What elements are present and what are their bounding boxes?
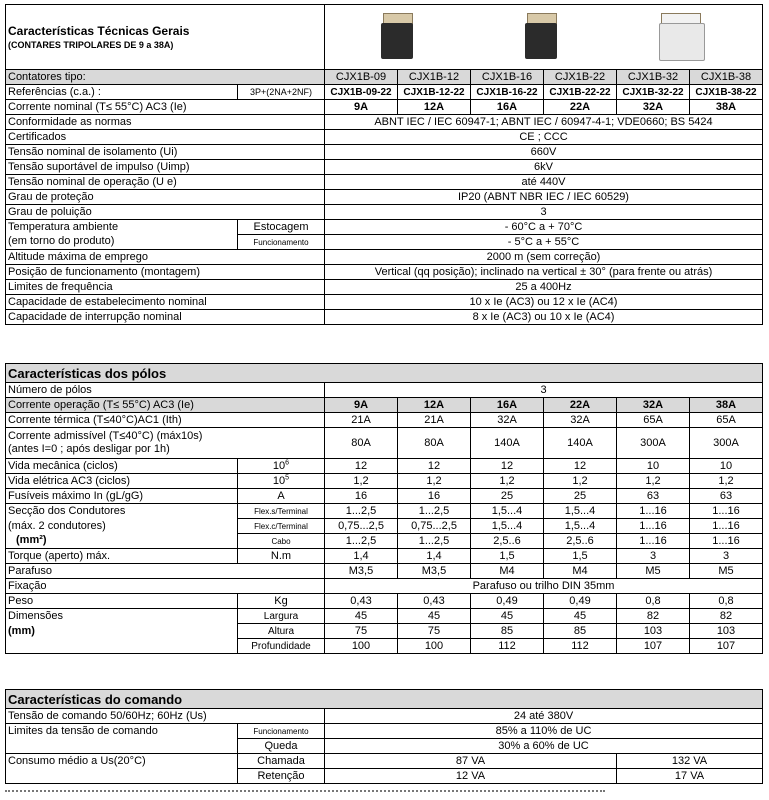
row-label: Grau de poluição [6, 205, 325, 220]
width-cell: 45 [471, 609, 544, 624]
poles-table [5, 363, 763, 654]
op-current-cell: 16A [471, 398, 544, 413]
op-current-label: Corrente operação (T≤ 55°C) AC3 (Ie) [6, 398, 325, 413]
cmd-voltage-label: Tensão de comando 50/60Hz; 60Hz (Us) [6, 709, 325, 724]
width-cell: 82 [617, 609, 690, 624]
cabo-cell: 1...16 [690, 534, 763, 549]
admis-label-line2: (antes I=0 ; após desligar por 1h) [8, 443, 170, 455]
weight-cell: 0,8 [617, 594, 690, 609]
ref-cell: CJX1B-09-22 [325, 85, 398, 100]
screw-cell: M4 [544, 564, 617, 579]
flex-term-cell: 1...2,5 [325, 504, 398, 519]
elec-base: 10 [272, 474, 286, 487]
nominal-current-label: Corrente nominal (T≤ 55°C) AC3 (Ie) [6, 100, 325, 115]
torque-cell: 1,4 [398, 549, 471, 564]
elec-cell: 1,2 [471, 474, 544, 489]
current-cell: 32A [617, 100, 690, 115]
row-value: até 440V [325, 175, 763, 190]
mech-label: Vida mecânica (ciclos) [6, 459, 238, 474]
screw-label: Parafuso [6, 564, 325, 579]
row-value: 2000 m (sem correção) [325, 250, 763, 265]
elec-cell: 1,2 [690, 474, 763, 489]
cmd-hold-label: Retenção [238, 769, 325, 784]
op-current-cell: 9A [325, 398, 398, 413]
weight-label: Peso [6, 594, 238, 609]
current-cell: 22A [544, 100, 617, 115]
mech-exp: 6 [285, 458, 290, 466]
cabo-cell: 1...2,5 [325, 534, 398, 549]
row-label: Capacidade de estabelecimento nominal [6, 295, 325, 310]
elec-cell: 1,2 [325, 474, 398, 489]
command-title: Características do comando [6, 690, 763, 709]
general-title: Características Técnicas Gerais [8, 23, 190, 38]
flex-term-cell: 1...16 [690, 504, 763, 519]
torque-cell: 1,4 [325, 549, 398, 564]
height-label: Altura [238, 624, 325, 639]
thermal-label: Corrente térmica (T≤40°C)AC1 (Ith) [6, 413, 325, 428]
row-label: Posição de funcionamento (montagem) [6, 265, 325, 280]
model-cell: CJX1B-32 [617, 70, 690, 85]
mech-cell: 12 [325, 459, 398, 474]
thermal-cell: 65A [617, 413, 690, 428]
row-value: 6kV [325, 160, 763, 175]
admis-cell: 80A [398, 428, 471, 459]
flexc-term-cell: 1,5...4 [471, 519, 544, 534]
height-cell: 85 [544, 624, 617, 639]
cmd-consumption-spacer [6, 769, 238, 784]
current-cell: 16A [471, 100, 544, 115]
section-label: Secção dos Condutores [6, 504, 238, 519]
row-label: Limites de frequência [6, 280, 325, 295]
weight-cell: 0,43 [398, 594, 471, 609]
row-label: Grau de proteção [6, 190, 325, 205]
screw-cell: M3,5 [398, 564, 471, 579]
footer-divider [5, 790, 605, 800]
depth-cell: 107 [690, 639, 763, 654]
torque-label: Torque (aperto) máx. [6, 549, 238, 564]
mech-cell: 12 [471, 459, 544, 474]
general-header [6, 5, 325, 70]
general-table [5, 4, 763, 325]
thermal-cell: 21A [325, 413, 398, 428]
height-cell: 103 [617, 624, 690, 639]
mech-cell: 10 [690, 459, 763, 474]
op-current-cell: 12A [398, 398, 471, 413]
admis-label-line1: Corrente admissível (T≤40°C) (máx10s) [8, 430, 203, 442]
mech-cell: 12 [544, 459, 617, 474]
depth-cell: 107 [617, 639, 690, 654]
num-poles-label: Número de pólos [6, 383, 325, 398]
weight-cell: 0,49 [544, 594, 617, 609]
fuse-cell: 63 [690, 489, 763, 504]
row-value: CE ; CCC [325, 130, 763, 145]
width-cell: 82 [690, 609, 763, 624]
cabo-cell: 2,5..6 [471, 534, 544, 549]
height-cell: 85 [471, 624, 544, 639]
elec-unit [238, 474, 325, 489]
contactor-32-38-image [655, 11, 707, 61]
elec-cell: 1,2 [398, 474, 471, 489]
ref-cell: CJX1B-16-22 [471, 85, 544, 100]
width-cell: 45 [398, 609, 471, 624]
current-cell: 9A [325, 100, 398, 115]
model-cell: CJX1B-09 [325, 70, 398, 85]
thermal-cell: 32A [471, 413, 544, 428]
temp-op-label: Funcionamento [238, 235, 325, 250]
flex-term-cell: 1...2,5 [398, 504, 471, 519]
model-cell: CJX1B-38 [690, 70, 763, 85]
width-label: Largura [238, 609, 325, 624]
screw-cell: M4 [471, 564, 544, 579]
weight-cell: 0,49 [471, 594, 544, 609]
command-table [5, 689, 763, 784]
height-cell: 75 [398, 624, 471, 639]
torque-cell: 3 [690, 549, 763, 564]
flexc-term-cell: 1...16 [617, 519, 690, 534]
cmd-drop-label: Queda [238, 739, 325, 754]
row-label: Tensão suportável de impulso (Uimp) [6, 160, 325, 175]
ref-cell: CJX1B-32-22 [617, 85, 690, 100]
fix-value: Parafuso ou trilho DIN 35mm [325, 579, 763, 594]
ref-cell: CJX1B-22-22 [544, 85, 617, 100]
torque-unit: N.m [238, 549, 325, 564]
fuse-cell: 16 [398, 489, 471, 504]
fuse-label: Fusíveis máximo In (gL/gG) [6, 489, 238, 504]
flex-term-cell: 1,5...4 [471, 504, 544, 519]
row-value: 3 [325, 205, 763, 220]
models-label: Contatores tipo: [6, 70, 325, 85]
fuse-cell: 16 [325, 489, 398, 504]
admis-cell: 300A [690, 428, 763, 459]
model-cell: CJX1B-22 [544, 70, 617, 85]
product-images [325, 5, 763, 70]
row-value: 10 x Ie (AC3) ou 12 x Ie (AC4) [325, 295, 763, 310]
admis-cell: 80A [325, 428, 398, 459]
row-value: ABNT IEC / IEC 60947-1; ABNT IEC / 60947-4-1; VDE0660; BS 5424 [325, 115, 763, 130]
ref-cell: CJX1B-38-22 [690, 85, 763, 100]
flexc-term-cell: 1,5...4 [544, 519, 617, 534]
cmd-limits-spacer [6, 739, 238, 754]
thermal-cell: 32A [544, 413, 617, 428]
dim-unit: (mm) [6, 624, 238, 639]
op-current-cell: 38A [690, 398, 763, 413]
mech-base: 10 [272, 459, 286, 472]
general-subtitle: (CONTARES TRIPOLARES DE 9 a 38A) [8, 39, 174, 50]
flex-term-cell: 1,5...4 [544, 504, 617, 519]
cmd-op-label: Funcionamento [238, 724, 325, 739]
row-value: 660V [325, 145, 763, 160]
fuse-cell: 25 [471, 489, 544, 504]
dim-spacer [6, 639, 238, 654]
weight-cell: 0,43 [325, 594, 398, 609]
section-sublabel: (máx. 2 condutores) [6, 519, 238, 534]
dim-label: Dimensões [6, 609, 238, 624]
depth-label: Profundidade [238, 639, 325, 654]
row-label: Tensão nominal de isolamento (Ui) [6, 145, 325, 160]
ref-cell: CJX1B-12-22 [398, 85, 471, 100]
current-cell: 38A [690, 100, 763, 115]
admis-cell: 140A [544, 428, 617, 459]
temp-store-label: Estocagem [238, 220, 325, 235]
fuse-cell: 63 [617, 489, 690, 504]
width-cell: 45 [544, 609, 617, 624]
op-current-cell: 32A [617, 398, 690, 413]
temp-sublabel: (em torno do produto) [6, 235, 238, 250]
fuse-unit: A [238, 489, 325, 504]
elec-cell: 1,2 [544, 474, 617, 489]
screw-cell: M3,5 [325, 564, 398, 579]
cabo-cell: 1...16 [617, 534, 690, 549]
weight-cell: 0,8 [690, 594, 763, 609]
torque-cell: 1,5 [471, 549, 544, 564]
row-label: Conformidade as normas [6, 115, 325, 130]
elec-label: Vida elétrica AC3 (ciclos) [6, 474, 238, 489]
temp-op-value: - 5°C a + 55°C [325, 235, 763, 250]
model-cell: CJX1B-16 [471, 70, 544, 85]
mech-cell: 12 [398, 459, 471, 474]
thermal-cell: 65A [690, 413, 763, 428]
admis-label [6, 428, 325, 459]
ref-sub: 3P+(2NA+2NF) [238, 85, 325, 100]
cmd-consumption-label: Consumo médio a Us(20°C) [6, 754, 238, 769]
cmd-call-a: 87 VA [325, 754, 617, 769]
torque-cell: 3 [617, 549, 690, 564]
fuse-cell: 25 [544, 489, 617, 504]
mech-cell: 10 [617, 459, 690, 474]
elec-cell: 1,2 [617, 474, 690, 489]
contactor-16-22-image [521, 11, 561, 61]
fix-label: Fixação [6, 579, 325, 594]
flexc-term-cell: 0,75...2,5 [325, 519, 398, 534]
row-label: Altitude máxima de emprego [6, 250, 325, 265]
cmd-call-label: Chamada [238, 754, 325, 769]
row-value: 8 x Ie (AC3) ou 10 x Ie (AC4) [325, 310, 763, 325]
height-cell: 103 [690, 624, 763, 639]
cabo-label: Cabo [238, 534, 325, 549]
torque-cell: 1,5 [544, 549, 617, 564]
elec-exp: 5 [285, 473, 290, 481]
poles-title: Características dos pólos [6, 364, 763, 383]
row-label: Tensão nominal de operação (U e) [6, 175, 325, 190]
row-value: Vertical (qq posição); inclinado na vertical ± 30° (para frente ou atrás) [325, 265, 763, 280]
height-cell: 75 [325, 624, 398, 639]
temp-label: Temperatura ambiente [6, 220, 238, 235]
depth-cell: 100 [398, 639, 471, 654]
cmd-limits-label: Limites da tensão de comando [6, 724, 238, 739]
cmd-hold-a: 12 VA [325, 769, 617, 784]
cabo-cell: 2,5..6 [544, 534, 617, 549]
flexc-term-label: Flex.c/Terminal [238, 519, 325, 534]
weight-unit: Kg [238, 594, 325, 609]
ref-label: Referências (c.a.) : [6, 85, 238, 100]
flex-term-label: Flex.s/Terminal [238, 504, 325, 519]
section-unit: (mm²) [6, 534, 238, 549]
admis-cell: 140A [471, 428, 544, 459]
row-label: Capacidade de interrupção nominal [6, 310, 325, 325]
cmd-voltage-value: 24 até 380V [325, 709, 763, 724]
temp-store-value: - 60°C a + 70°C [325, 220, 763, 235]
row-value: IP20 (ABNT NBR IEC / IEC 60529) [325, 190, 763, 205]
model-cell: CJX1B-12 [398, 70, 471, 85]
screw-cell: M5 [617, 564, 690, 579]
cmd-call-b: 132 VA [617, 754, 763, 769]
cmd-drop-value: 30% a 60% de UC [325, 739, 763, 754]
width-cell: 45 [325, 609, 398, 624]
depth-cell: 112 [544, 639, 617, 654]
flexc-term-cell: 0,75...2,5 [398, 519, 471, 534]
mech-unit [238, 459, 325, 474]
row-label: Certificados [6, 130, 325, 145]
num-poles-value: 3 [325, 383, 763, 398]
flex-term-cell: 1...16 [617, 504, 690, 519]
flexc-term-cell: 1...16 [690, 519, 763, 534]
admis-cell: 300A [617, 428, 690, 459]
row-value: 25 a 400Hz [325, 280, 763, 295]
cmd-op-value: 85% a 110% de UC [325, 724, 763, 739]
cmd-hold-b: 17 VA [617, 769, 763, 784]
screw-cell: M5 [690, 564, 763, 579]
thermal-cell: 21A [398, 413, 471, 428]
depth-cell: 112 [471, 639, 544, 654]
current-cell: 12A [398, 100, 471, 115]
op-current-cell: 22A [544, 398, 617, 413]
depth-cell: 100 [325, 639, 398, 654]
cabo-cell: 1...2,5 [398, 534, 471, 549]
contactor-09-12-image [377, 11, 417, 61]
